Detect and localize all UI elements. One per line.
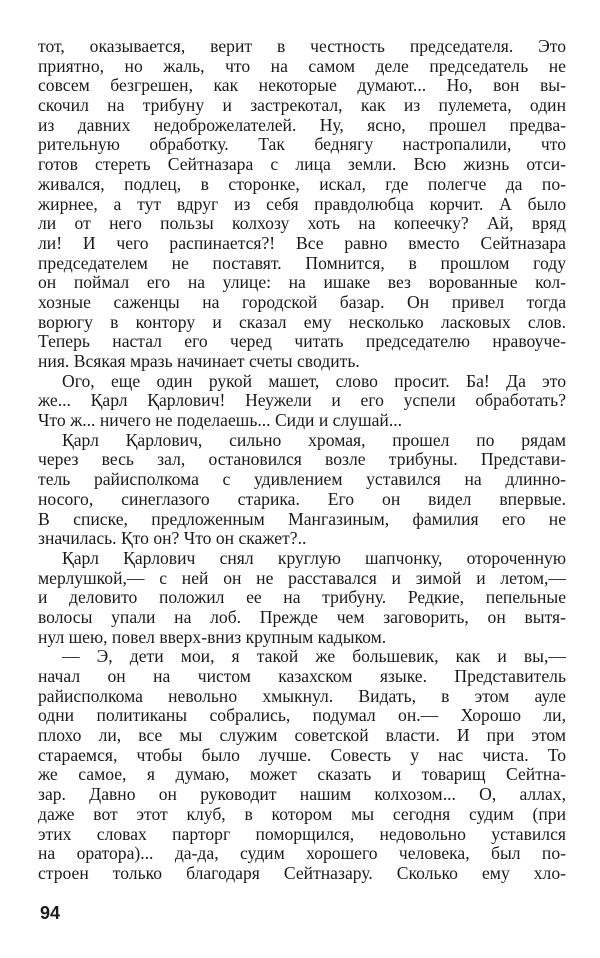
- text-line: волосы упали на лоб. Прежде чем заговорить, он вытя-: [38, 606, 566, 627]
- text-line: одни политиканы собрались, подумал он.— Хорошо ли,: [38, 705, 566, 726]
- text-line: строен только благодаря Сейтназару. Сколько ему хло-: [38, 862, 566, 883]
- text-line: Қарл Қарлович снял круглую шапчонку, отороченную: [62, 547, 566, 568]
- text-line: мерлушкой,— с ней он не расставался и зимой и летом,—: [38, 567, 566, 588]
- text-line: рительную обработку. Так беднягу настропалили, что: [38, 134, 566, 155]
- text-line: из давних недоброжелателей. Ну, ясно, прошел предва-: [38, 114, 566, 135]
- text-line: В списке, предложенным Мангазиным, фамилия его не: [38, 508, 566, 529]
- text-line: ворюгу в контору и сказал ему несколько ласковых слов.: [38, 311, 566, 332]
- text-line: приятно, но жаль, что на самом деле председатель не: [38, 55, 566, 76]
- text-line: носого, синеглазого старика. Его он видел впервые.: [38, 488, 566, 509]
- text-line: и деловито положил ее на трибуну. Редкие, пепельные: [38, 587, 566, 608]
- text-line: ли! И чего распинается?! Все равно вместо Сейтназара: [38, 232, 566, 253]
- text-line: готов стереть Сейтназара с лица земли. Всю жизнь отси-: [38, 154, 566, 175]
- text-line: тот, оказывается, верит в честность председателя. Это: [38, 36, 566, 56]
- text-line: Қарл Қарлович, сильно хромая, прошел по рядам: [62, 429, 566, 450]
- page-number: 94: [40, 903, 61, 923]
- text-line: начал он на чистом казахском языке. Представитель: [38, 666, 566, 686]
- text-line: на оратора)... да-да, судим хорошего человека, был по-: [38, 843, 566, 864]
- text-line: ния. Всякая мразь начинает счеты сводить.: [38, 351, 360, 371]
- text-line: нул шею, повел вверх-вниз крупным кадыком.: [38, 626, 387, 647]
- text-line: через весь зал, остановился возле трибуны. Представи-: [38, 449, 566, 470]
- text-line: жирнее, а тут вдруг из себя правдолюбца корчит. А было: [38, 193, 566, 214]
- text-line: совсем безгрешен, как некоторые думают... Но, вон вы-: [38, 75, 566, 96]
- text-line: Что ж... ничего не поделаешь... Сиди и слушай...: [38, 410, 403, 431]
- text-line: значилась. Қто он? Что он скажет?..: [38, 528, 307, 549]
- text-line: Ого, еще один рукой машет, слово просит. Ба! Да это: [62, 370, 566, 391]
- text-line: же самое, я думаю, может сказать и товарищ Сейтна-: [38, 764, 566, 785]
- text-line: этих словах парторг поморщился, недовольно уставился: [38, 823, 566, 844]
- text-line: он поймал его на улице: на ишаке вез ворованные кол-: [38, 272, 566, 293]
- text-line: тель райисполкома с удивлением уставился на длинно-: [38, 469, 566, 490]
- text-line: живался, подлец, в сторонке, искал, где полегче да по-: [38, 173, 566, 194]
- text-line: председателем не поставят. Помнится, в прошлом году: [38, 252, 566, 273]
- text-line: скочил на трибуну и застрекотал, как из пулемета, один: [38, 95, 566, 116]
- text-line: плохо ли, все мы служим советской власти. И при этом: [38, 725, 566, 746]
- text-line: стараемся, чтобы было лучше. Совесть у нас чиста. То: [38, 744, 566, 765]
- text-line: Теперь настал его черед читать председателю нравоуче-: [38, 331, 566, 352]
- text-line: зар. Давно он руководит нашим колхозом... О, аллах,: [38, 784, 566, 805]
- text-line: же... Қарл Қарлович! Неужели и его успели обработать?: [38, 390, 566, 411]
- text-line: — Э, дети мои, я такой же большевик, как и вы,—: [62, 646, 566, 667]
- text-line: хозные саженцы на городской базар. Он привел тогда: [38, 291, 566, 312]
- page-text: [38, 37, 566, 884]
- text-line: райисполкома невольно хмыкнул. Видать, в этом ауле: [38, 685, 566, 706]
- text-line: даже вот этот клуб, в котором мы сегодня судим (при: [38, 803, 566, 824]
- text-line: ли от него пользы колхозу хоть на копеечку? Ай, вряд: [38, 213, 566, 234]
